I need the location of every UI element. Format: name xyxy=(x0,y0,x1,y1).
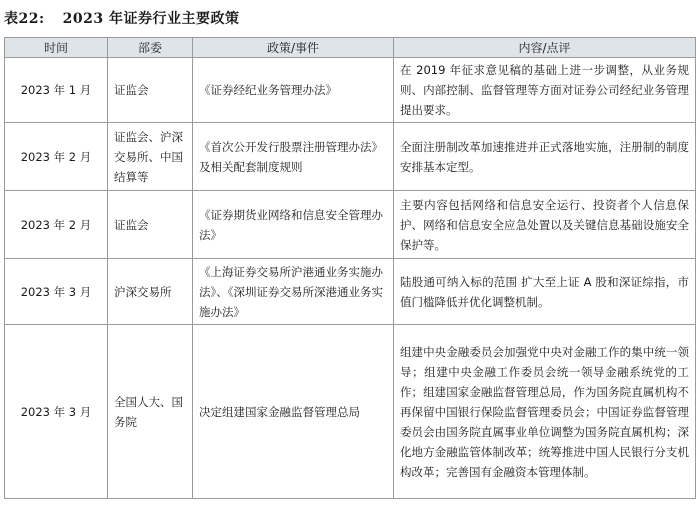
table-row xyxy=(5,58,696,123)
header-dept: 部委 xyxy=(108,38,193,58)
cell-dept: 沪深交易所 xyxy=(108,259,193,325)
header-policy: 政策/事件 xyxy=(193,38,394,58)
table-row xyxy=(5,123,696,191)
header-row xyxy=(5,38,696,58)
table-title xyxy=(4,8,240,28)
cell-time: 2023 年 2 月 xyxy=(5,191,108,259)
cell-policy: 《证券经纪业务管理办法》 xyxy=(193,58,394,123)
cell-policy: 《证券期货业网络和信息安全管理办法》 xyxy=(193,191,394,259)
cell-comment: 组建中央金融委员会加强党中央对金融工作的集中统一领导；组建中央金融工作委员会统一领导金融系统党的工作；组建国家金融监督管理总局，作为国务院直属机构不再保留中国银行保险监督管理委员会；中国证券监督管理委员会由国务院直属事业单位调整为国务院直属机构；深化地方金融监管体制改革；统筹推进中国人民银行分支机构改革；完善国有金融资本管理体制。 xyxy=(394,325,696,499)
cell-time: 2023 年 3 月 xyxy=(5,325,108,499)
cell-comment: 主要内容包括网络和信息安全运行、投资者个人信息保护、网络和信息安全应急处置以及关键信息基础设施安全保护等。 xyxy=(394,191,696,259)
cell-policy: 《上海证券交易所沪港通业务实施办法》、《深圳证券交易所深港通业务实施办法》 xyxy=(193,259,394,325)
header-time: 时间 xyxy=(5,38,108,58)
cell-comment: 全面注册制改革加速推进并正式落地实施，注册制的制度安排基本定型。 xyxy=(394,123,696,191)
header-comment: 内容/点评 xyxy=(394,38,696,58)
cell-policy: 《首次公开发行股票注册管理办法》 及相关配套制度规则 xyxy=(193,123,394,191)
table-row xyxy=(5,191,696,259)
cell-dept: 全国人大、国务院 xyxy=(108,325,193,499)
policy-table xyxy=(4,37,696,499)
table-row xyxy=(5,325,696,499)
table-number: 表22: xyxy=(4,11,45,27)
table-row xyxy=(5,259,696,325)
cell-dept: 证监会 xyxy=(108,191,193,259)
table-caption: 2023 年证券行业主要政策 xyxy=(62,11,240,27)
cell-policy: 决定组建国家金融监督管理总局 xyxy=(193,325,394,499)
cell-dept: 证监会、沪深交易所、中国结算等 xyxy=(108,123,193,191)
cell-comment: 陆股通可纳入标的范围 扩大至上证 A 股和深证综指，市值门槛降低并优化调整机制。 xyxy=(394,259,696,325)
cell-dept: 证监会 xyxy=(108,58,193,123)
cell-time: 2023 年 1 月 xyxy=(5,58,108,123)
cell-time: 2023 年 2 月 xyxy=(5,123,108,191)
cell-comment: 在 2019 年征求意见稿的基础上进一步调整，从业务规则、内部控制、监督管理等方面对证券公司经纪业务管理提出要求。 xyxy=(394,58,696,123)
cell-time: 2023 年 3 月 xyxy=(5,259,108,325)
